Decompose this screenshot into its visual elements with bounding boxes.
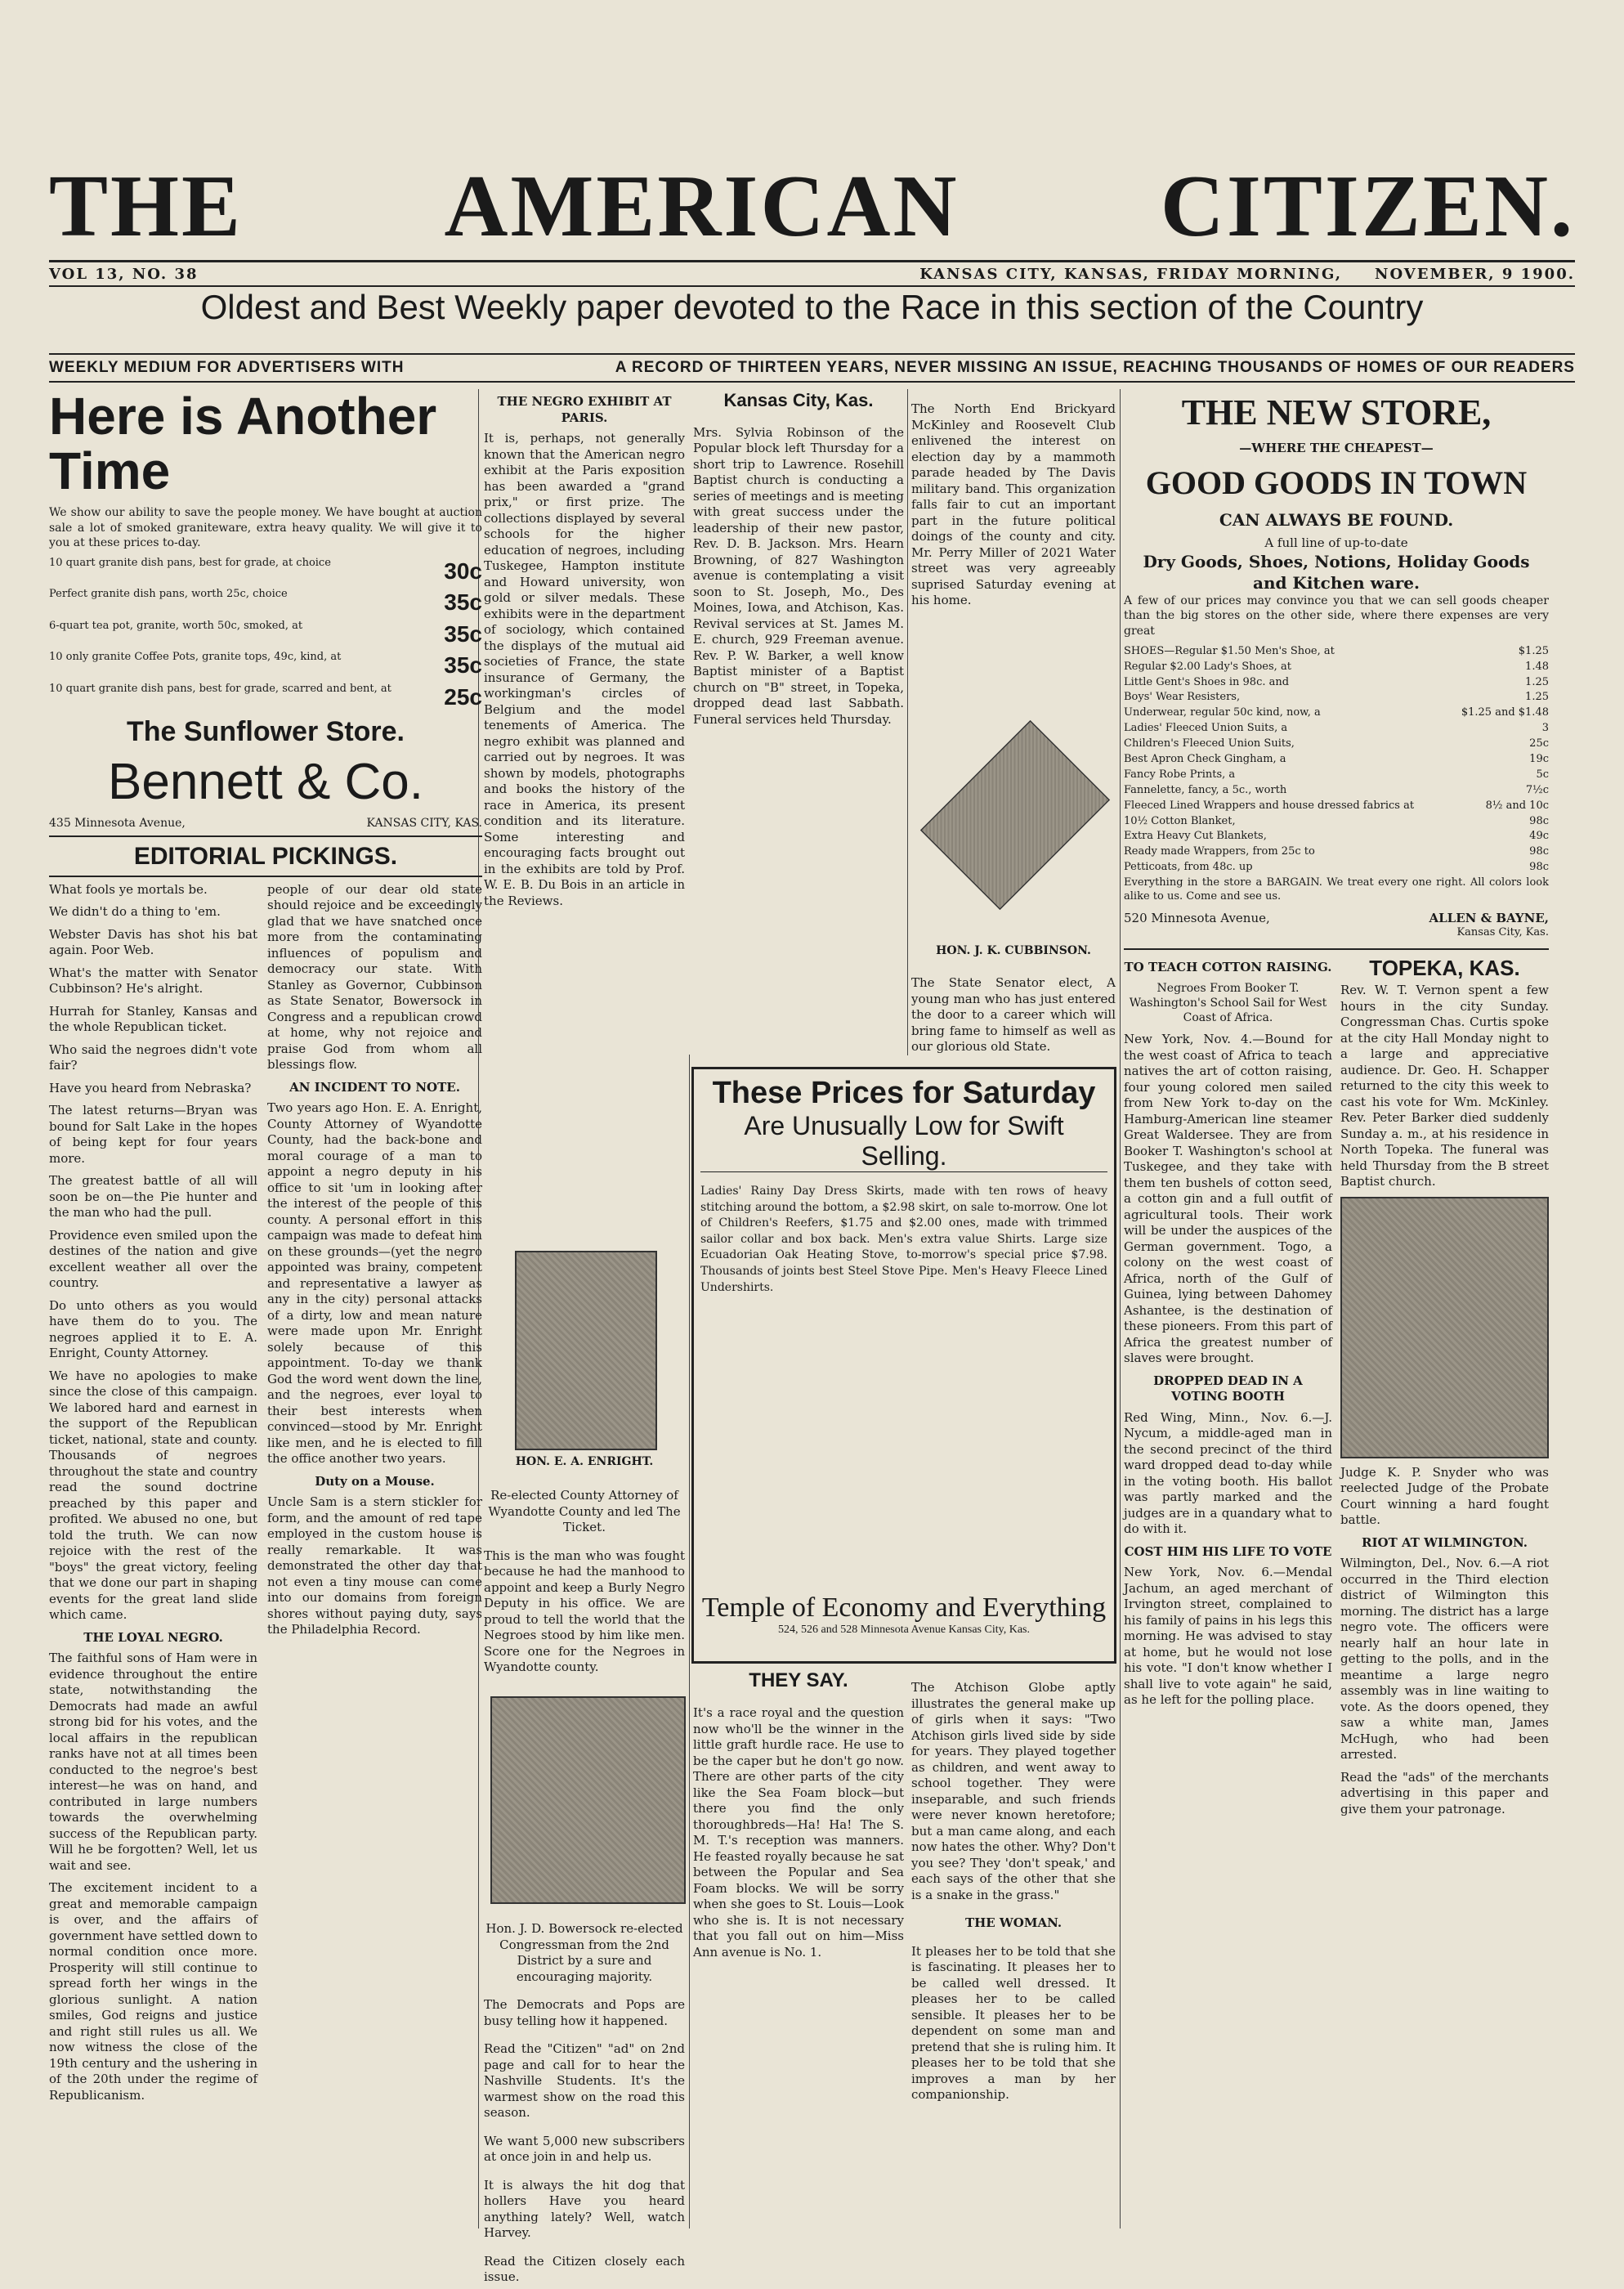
column-rule [907, 389, 908, 1055]
temple-title: Temple of Economy and Everything [701, 1592, 1107, 1623]
cubbinson-portrait [920, 720, 1110, 910]
enright-sub: Re-elected County Attorney of Wyandotte County and led The Ticket. [488, 1488, 681, 1534]
store-price-row: Ready made Wrappers, from 25c to 98c [1124, 845, 1549, 858]
weekly-bar-left: WEEKLY MEDIUM FOR ADVERTISERS WITH [49, 359, 405, 376]
new-store-price-list [1124, 645, 1549, 875]
new-store-firm: ALLEN & BAYNE, [1429, 910, 1549, 925]
new-store-line: A full line of up-to-date [1264, 535, 1408, 550]
snyder-text: Judge K. P. Snyder who was reelected Judge of the Probate Court winning a hard fought battle. [1340, 1464, 1549, 1528]
weekly-bar-right: A RECORD OF THIRTEEN YEARS, NEVER MISSING AN ISSUE, REACHING THOUSANDS OF HOMES OF OUR READERS [615, 359, 1575, 376]
read-ad-text: Read the "Citizen" "ad" on 2nd page and call for to hear the Nashville Students. It's the warmest show on the road this season. [484, 2041, 685, 2120]
editorial-item: Providence even smiled upon the destines of the nation and give excellent weather all over the country. [49, 1227, 257, 1291]
saturday-title: These Prices for Saturday [712, 1076, 1096, 1110]
editorial-title: EDITORIAL PICKINGS. [49, 835, 482, 877]
new-store-found: CAN ALWAYS BE FOUND. [1219, 509, 1454, 530]
kansas-city-news [693, 389, 904, 1055]
temple-address: 524, 526 and 528 Minnesota Avenue Kansas City, Kas. [778, 1624, 1030, 1636]
cotton-title: TO TEACH COTTON RAISING. [1124, 960, 1332, 975]
enright-portrait [515, 1251, 657, 1450]
slogan: Oldest and Best Weekly paper devoted to the Race in this section of the Country [200, 288, 1424, 326]
store-price-row: Petticoats, from 48c. up 98c [1124, 861, 1549, 874]
enright-caption: HON. E. A. ENRIGHT. [515, 1455, 654, 1468]
negro-exhibit-article [484, 389, 685, 1239]
dropped-title: DROPPED DEAD IN A VOTING BOOTH [1153, 1373, 1303, 1404]
exhibit-title: THE NEGRO EXHIBIT AT PARIS. [497, 394, 672, 425]
store-price-row: SHOES—Regular $1.50 Men's Shoe, at $1.25 [1124, 644, 1549, 657]
price-row: Perfect granite dish pans, worth 25c, choice 35c [49, 588, 482, 616]
woman-text: It pleases her to be told that she is fascinating. It pleases her to be called well dressed. It pleases her to be called sensible. It pleases her to be dependent on some man and pretend that she is ruling him. It pleases her to be told that she improves a man by her companionship. [911, 1943, 1116, 2102]
saturday-subtitle: Are Unusually Low for Swift Selling. [700, 1111, 1107, 1172]
editorial-item: What's the matter with Senator Cubbinson? He's alright. [49, 965, 257, 997]
cubbinson-article [911, 963, 1116, 1055]
weekly-bar [49, 353, 1575, 383]
store-price-row: Boys' Wear Resisters, 1.25 [1124, 691, 1549, 704]
store-price-row: Fannelette, fancy, a 5c., worth 7½c [1124, 783, 1549, 796]
sunflower-address: 435 Minnesota Avenue, [49, 816, 186, 830]
new-store-footer [1124, 911, 1549, 927]
new-store-dry-goods: Dry Goods, Shoes, Notions, Holiday Goods and Kitchen ware. [1143, 552, 1530, 594]
price-row: 10 quart granite dish pans, best for grade, at choice 30c [49, 556, 482, 584]
duty-text: Uncle Sam is a stern stickler for form, and the amount of red tape employed in the custom house is really remarkable. It was demonstrated the other day that not even a tiny mouse can come into our domains from foreign shores without paying duty, says the Philadelphia Record. [267, 1494, 482, 1637]
editorial-item: What fools ye mortals be. [49, 881, 208, 897]
store-price-row: Fleeced Lined Wrappers and house dressed fabrics at 8½ and 10c [1124, 799, 1549, 812]
bowersock-portrait [490, 1696, 686, 1904]
editorial-item: Do unto others as you would have them do to you. The negroes applied it to E. A. Enright, County Attorney. [49, 1297, 257, 1361]
riot-text: Wilmington, Del., Nov. 6.—A riot occurred in the Third election district of Wilmington this morning. The district has a large negro vote. The officers were nearly half an hour late in getting to the polls, and in the meantime a large negro assembly was in line waiting to vote. As the doors opened, they saw a white man, James McHugh, who had been arrested. [1340, 1556, 1549, 1763]
sunflower-city: KANSAS CITY, KAS. [366, 816, 482, 830]
store-price-row: Best Apron Check Gingham, a 19c [1124, 752, 1549, 765]
new-store-city: Kansas City, Kas. [1456, 926, 1549, 939]
loyal-negro-text: The faithful sons of Ham were in evidence throughout the entire state, notwithstanding the Democrats had made an awful strong bid for his votes, and the local affairs in the republican ranks have not at all times been conducted to the negroe's best interest—he was on hand, and contributed in large numbers towards the overwhelming success of the Republican party. Will he be forgotten? Well, let us wait and see. [49, 1651, 257, 1873]
price-row: 10 only granite Coffee Pots, granite tops, 49c, kind, at 35c [49, 651, 482, 679]
column-2 [267, 882, 482, 2111]
store-price-row: Little Gent's Shoes in 98c. and 1.25 [1124, 675, 1549, 688]
new-store-title: THE NEW STORE, [1181, 392, 1492, 432]
column-1 [49, 389, 482, 2229]
cubbinson-caption: HON. J. K. CUBBINSON. [936, 944, 1091, 957]
saturday-footer [694, 1592, 1114, 1637]
store-price-row: Underwear, regular 50c kind, now, a $1.25 and $1.48 [1124, 706, 1549, 719]
exhibit-text: It is, perhaps, not generally known that the American negro exhibit at the Paris exposition has been awarded a "grand prix," or first prize. The collections displayed by several schools for the higher education of negroes, including Tuskegee, Hampton institute and Howard university, won gold or silver medals. These exhibits were in the department of sociology, which contained the displays of the mutual aid societies of France, the state insurance of Germany, the workingman's circles of Belgium and the model tenements of America. The negro exhibit was planned and carried out by negroes. It was shown by models, photographs and books the history of the race in America, its present condition and its literature. Some interesting and encouraging facts brought out in the exhibits are told by Prof. W. E. B. Du Bois in an article in the Reviews. [484, 431, 685, 908]
editorial-item: We have no apologies to make since the close of this campaign. We labored hard and earnest in the support of the Republican ticket, national, state and county. Thousands of negroes throughout the state and country read the sound doctrine preached by this paper and profited. We abused no one, but told the truth. We can now rejoice with the rest of the "boys" the great victory, feeling that we done our part in shaping events for the great land slide which came. [49, 1368, 257, 1623]
editorial-item: We didn't do a thing to 'em. [49, 904, 221, 920]
enright-text: This is the man who was fought because he had the manhood to appoint and keep a Burly Negro Deputy in his office. We are proud to tell the world that the Negroes stood by him like men. Score one for the Negroes in Wyandotte county. [484, 1548, 685, 1674]
bowersock-caption: Hon. J. D. Bowersock re-elected Congressman from the 2nd District by a sure and encouraging majority. [485, 1921, 683, 1984]
editorial-item: Webster Davis has shot his bat again. Poor Web. [49, 926, 257, 958]
topeka-text: Rev. W. T. Vernon spent a few hours in the city Sunday. Congressman Chas. Curtis spoke at the city Hall Monday night to a large and appreciative audience. Dr. Geo. H. Schapper returned to the city this week to cast his vote for Wm. McKinley. Rev. Peter Barker died suddenly Sunday a. m., at his residence in North Topeka. The funeral was held Thursday from the B street Baptist church. [1340, 983, 1549, 1189]
sunflower-store: The Sunflower Store. [126, 715, 405, 747]
sunflower-intro: We show our ability to save the people money. We have bought at auction sale a lot of smoked graniteware, extra heavy quality. We will give it to you at these prices to-day. [49, 506, 482, 549]
store-price-row: Ladies' Fleeced Union Suits, a 3 [1124, 722, 1549, 735]
column-5-right [1340, 955, 1549, 1824]
atchison-column [911, 1668, 1116, 2228]
masthead-citizen: CITIZEN. [1160, 158, 1575, 255]
subscribers-text: We want 5,000 new subscribers at once join in and help us. [484, 2133, 685, 2164]
saturday-body: Ladies' Rainy Day Dress Skirts, made with ten rows of heavy stitching around the bottom, a $2.98 skirt, on sale to-morrow. One lot of Children's Reefers, $1.75 and $2.00 ones, made with trimmed sailor collar and box back. Men's extra value Shirts. Large size Ecuadorian Oak Heating Stove, to-morrow's special price $7.98. Thousands of joints best Steel Stove Pipe. Men's Heavy Fleece Lined Undershirts. [700, 1185, 1107, 1294]
new-store-note: Everything in the store a BARGAIN. We treat every one right. All colors look alike to us. Come and see us. [1124, 876, 1549, 903]
they-say-text: It's a race royal and the question now who'll be the winner in the little graft hurdle race. He use to be the caper but he don't go now. There are other parts of the city like the Sea Foam block—but there you find the only thoroughbreds—Ha! Ha! The S. M. T.'s reception was manners. He feasted royally because he sat between the Popular and Sea Foam blocks. We will be sorry when she goes to St. Louis—Look who she is. It is not necessary that you fall out on him—Miss Ann avenue is No. 1. [693, 1705, 904, 1960]
hit-dog-text: It is always the hit dog that hollers Have you heard anything lately? Well, watch Harvey. [484, 2177, 685, 2240]
duty-title: Duty on a Mouse. [315, 1473, 435, 1489]
atchison-text: The Atchison Globe aptly illustrates the general make up of girls when it says: "Two Atchison girls lived side by side for years. They played together as children, and went away to school together. They were inseparable, and such friends were never known heretofore; but a man came along, and each now hates the other. Why? Don't you see? They 'don't speak,' and each says of the other that she is a snake in the grass." [911, 1680, 1116, 1902]
read-ads-text: Read the "ads" of the merchants advertising in this paper and give them your patronage. [1340, 1769, 1549, 1816]
incident-text: Two years ago Hon. E. A. Enright, County Attorney of Wyandotte County, had the back-bone and moral courage of a man to appoint a negro deputy in his office to sit 'um in looking after the interest of the people of this county. A personal effort in this campaign was made to defeat him on these grounds—(yet the negro appointed was brainy, competent and representative a lawyer as any in the city) personal attacks of a dirty, low and mean nature were made upon Mr. Enright solely because of this appointment. To-day we thank God the word went down the line, and the negroes, ever loyal to their best interests when convinced—stood by Mr. Enright like men, and he is elected to fill the office another two years. [267, 1100, 482, 1467]
new-store-where: —WHERE THE CHEAPEST— [1239, 441, 1434, 456]
brickyard-text: The North End Brickyard McKinley and Roosevelt Club enlivened the interest on election day by a mammoth parade headed by The Davis military band. This organization falls fair to cut an important part in the future political doings of the county and city. Mr. Perry Miller of 2021 Water street was very agreeably suprised Saturday evening at his home. [911, 401, 1116, 607]
date: NOVEMBER, 9 1900. [1374, 265, 1575, 283]
editorial-item: Who said the negroes didn't vote fair? [49, 1041, 257, 1073]
editorial-left [49, 882, 257, 2111]
price-row: 10 quart granite dish pans, best for grade, scarred and bent, at 25c [49, 682, 482, 710]
woman-title: THE WOMAN. [964, 1915, 1063, 1930]
sunflower-price-list [49, 557, 482, 712]
cotton-sub: Negroes From Booker T. Washington's School Sail for West Coast of Africa. [1129, 981, 1327, 1025]
editorial-item: The latest returns—Bryan was bound for Salt Lake in the hopes of being kept for four years more. [49, 1103, 257, 1166]
volume-number: VOL 13, NO. 38 [49, 265, 199, 283]
sunflower-address-line [49, 816, 482, 831]
store-price-row: Regular $2.00 Lady's Shoes, at 1.48 [1124, 660, 1549, 673]
democrats-text: The Democrats and Pops are busy telling how it happened. [484, 1997, 685, 2028]
topeka-title: TOPEKA, KAS. [1369, 956, 1520, 981]
dropped-text: Red Wing, Minn., Nov. 6.—J. Nycum, a middle-aged man in the second precinct of the third ward dropped dead to-day while in the voting booth. His ballot was partly marked and the judges are in a quandary what to do with it. [1124, 1409, 1332, 1537]
incident-title: AN INCIDENT TO NOTE. [289, 1079, 460, 1095]
kc-text: Mrs. Sylvia Robinson of the Popular block left Thursday for a short trip to Lawrence. Rosehill Baptist church is conducting a series of meetings and is meeting with great success under the leadership of their new pastor, Rev. D. B. Jackson. Mrs. Hearn Browning, of 827 Washington avenue is contemplating a visit soon to St. Joseph, Mo., Des Moines, Iowa, and Atchison, Kas. Revival services at St. James M. E. church, 929 Freeman avenue. Rev. P. W. Barker, a well know Baptist minister of a Baptist church on "B" street, in Topeka, dropped dead last Sabbath. Funeral services held Thursday. [693, 424, 904, 727]
cost-text: New York, Nov. 6.—Mendal Jachum, an aged merchant of Irvington street, complained to his family of pains in his legs this morning. He was advised to stay at home, but he would not lose his vote. "I don't know whether I shall live to vote again" he said, as he left for the polling place. [1124, 1565, 1332, 1708]
column-5-left [1124, 955, 1332, 1824]
new-store-intro: A few of our prices may convince you that we can sell goods cheaper than the big stores on the other side, where there expenses are very great [1124, 594, 1549, 638]
store-price-row: 10½ Cotton Blanket, 98c [1124, 814, 1549, 827]
they-say-column [693, 1668, 904, 2228]
excitement-text: The excitement incident to a great and memorable campaign is over, and the affairs of government have settled down to normal condition once more. Prosperity will still continue to spread forth her wings in the glorious sunlight. A nation smiles, God reigns and justice and right still rules us all. We now witness the close of the 19th century and the ushering in of the 20th under the regime of Republicanism. [49, 1880, 257, 2103]
bowersock-article [484, 1909, 685, 2284]
read-closely-text: Read the Citizen closely each issue. [484, 2253, 685, 2284]
loyal-negro-title: THE LOYAL NEGRO. [83, 1629, 223, 1645]
column-rule [1120, 389, 1121, 2229]
they-say-title: THEY SAY. [749, 1669, 848, 1691]
brickyard-article [911, 389, 1116, 700]
cubbinson-text: The State Senator elect, A young man who has just entered the door to a career which will bring fame to himself as well as our glorious old State. [911, 975, 1116, 1054]
kc-title: Kansas City, Kas. [723, 390, 874, 410]
masthead-the: THE [49, 158, 244, 255]
editorial-item: The greatest battle of all will soon be on—the Pie hunter and the man who had the pull. [49, 1173, 257, 1221]
store-price-row: Fancy Robe Prints, a 5c [1124, 768, 1549, 781]
price-row: 6-quart tea pot, granite, worth 50c, smoked, at 35c [49, 619, 482, 647]
editorial-body [49, 882, 482, 2111]
cotton-text: New York, Nov. 4.—Bound for the west coast of Africa to teach natives the art of cotton raising, four young colored men sailed from New York to-day on the Hamburg-American line steamer Great Waldersee. They are from Booker T. Washington's school at Tuskegee, and they take with them ten bushels of cotton seed, a cotton gin and a full outfit of agricultural tools. Their work will be under the auspices of the German government. Togo, a colony on the west coast of Africa, north of the Gulf of Guinea, lying between Dahomey Ashantee, is the destination of these pioneers. From this part of Africa the greatest number of slaves were brought. [1124, 1032, 1332, 1366]
bennett-firm: Bennett & Co. [107, 754, 424, 811]
dateline [49, 260, 1575, 287]
snyder-portrait [1340, 1197, 1549, 1458]
store-price-row: Children's Fleeced Union Suits, 25c [1124, 737, 1549, 750]
saturday-prices-ad [691, 1067, 1116, 1664]
store-price-row: Extra Heavy Cut Blankets, 49c [1124, 830, 1549, 843]
sunflower-headline: Here is Another Time [49, 387, 437, 501]
cost-title: COST HIM HIS LIFE TO VOTE [1124, 1543, 1332, 1559]
editorial-item: Have you heard from Nebraska? [49, 1080, 252, 1095]
new-store-goods: GOOD GOODS IN TOWN [1145, 464, 1528, 501]
rejoice-text: people of our dear old state should rejoice and be exceedingly glad that we have snatched once more from the contaminating influences of populism and democracy our state. With Stanley as Governor, Cubbinson as State Senator, Bowersock in Congress and a republican crowd at home, why not rejoice and praise God from whom all blessings flow. [267, 881, 482, 1073]
column-rule [689, 1055, 690, 2229]
riot-title: RIOT AT WILMINGTON. [1362, 1534, 1528, 1550]
enright-article [484, 1476, 685, 1688]
column-5-lower [1124, 948, 1549, 1824]
masthead [49, 151, 1575, 258]
new-store-address: 520 Minnesota Avenue, [1124, 910, 1270, 925]
masthead-american: AMERICAN [444, 158, 960, 255]
column-5 [1124, 389, 1549, 2229]
editorial-item: Hurrah for Stanley, Kansas and the whole Republican ticket. [49, 1003, 257, 1035]
place: KANSAS CITY, KANSAS, FRIDAY MORNING, [919, 265, 1342, 283]
